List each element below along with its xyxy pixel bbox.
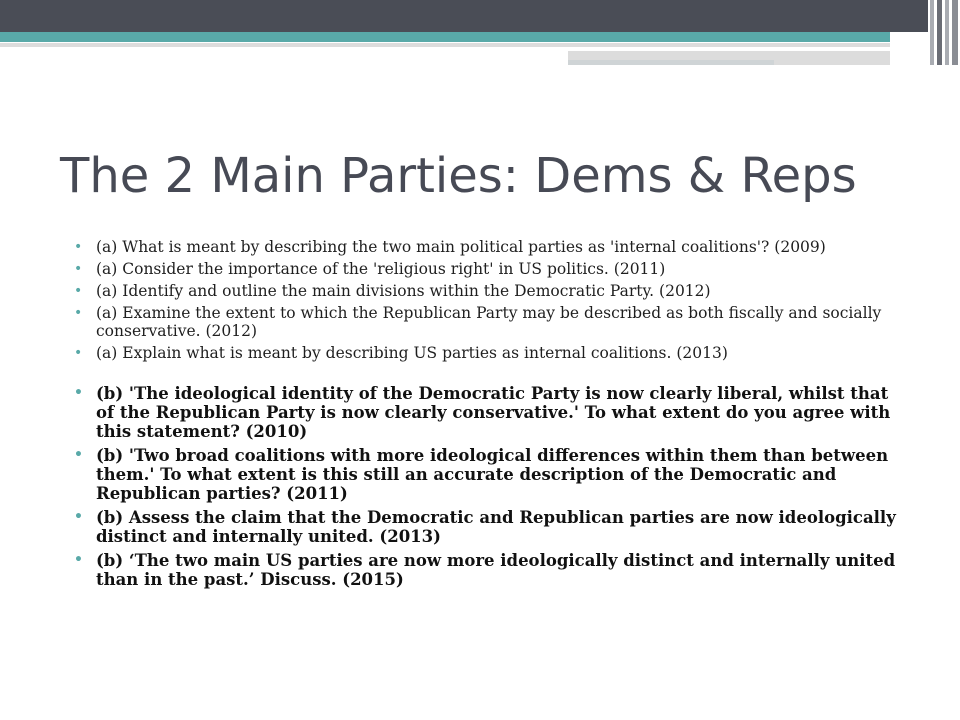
bullet-icon: •	[74, 261, 83, 277]
question-text: (a) Examine the extent to which the Republican Party may be described as both fiscally and socially conservative. (2012)	[96, 304, 882, 340]
header-band	[0, 0, 960, 32]
header-stripe	[945, 0, 949, 65]
list-item	[72, 282, 902, 300]
list-item	[72, 508, 902, 546]
list-item	[72, 551, 902, 589]
bullet-icon: •	[74, 552, 83, 568]
header-rule	[0, 43, 890, 47]
list-item	[72, 446, 902, 503]
header-stripe	[952, 0, 958, 65]
part-b-question-list	[72, 384, 902, 589]
bullet-icon: •	[74, 239, 83, 255]
bullet-icon: •	[74, 509, 83, 525]
question-text: (a) Identify and outline the main divisions within the Democratic Party. (2012)	[96, 282, 711, 300]
bullet-icon: •	[74, 283, 83, 299]
bullet-icon: •	[74, 305, 83, 321]
list-item	[72, 384, 902, 441]
slide-body	[72, 238, 902, 594]
header-rule-tertiary	[568, 60, 774, 65]
header-notch	[890, 32, 930, 65]
question-text: (b) Assess the claim that the Democratic and Republican parties are now ideologically distinct and internally united. (2013)	[96, 508, 896, 546]
question-text: (a) What is meant by describing the two main political parties as 'internal coalitions'? (2009)	[96, 238, 826, 256]
question-text: (b) ‘The two main US parties are now more ideologically distinct and internally united than in the past.’ Discuss. (2015)	[96, 551, 896, 589]
part-a-question-list	[72, 238, 902, 362]
question-text: (b) 'Two broad coalitions with more ideological differences within them than between them.' To what extent is this still an accurate description of the Democratic and Republican parties? (2011)	[96, 446, 889, 503]
slide-title: The 2 Main Parties: Dems & Reps	[60, 148, 857, 204]
header-stripes	[928, 0, 960, 65]
list-item	[72, 344, 902, 362]
bullet-icon: •	[74, 345, 83, 361]
question-text: (a) Consider the importance of the 'religious right' in US politics. (2011)	[96, 260, 666, 278]
list-item	[72, 238, 902, 256]
header-stripe	[937, 0, 942, 65]
list-item	[72, 304, 902, 340]
bullet-icon: •	[74, 447, 83, 463]
header-stripe	[930, 0, 934, 65]
header-accent-band	[0, 32, 930, 42]
list-item	[72, 260, 902, 278]
question-text: (b) 'The ideological identity of the Democratic Party is now clearly liberal, whilst that of the Republican Party is now clearly conservative.' To what extent do you agree with this statement? (2010)	[96, 384, 891, 441]
question-text: (a) Explain what is meant by describing US parties as internal coalitions. (2013)	[96, 344, 728, 362]
bullet-icon: •	[74, 385, 83, 401]
